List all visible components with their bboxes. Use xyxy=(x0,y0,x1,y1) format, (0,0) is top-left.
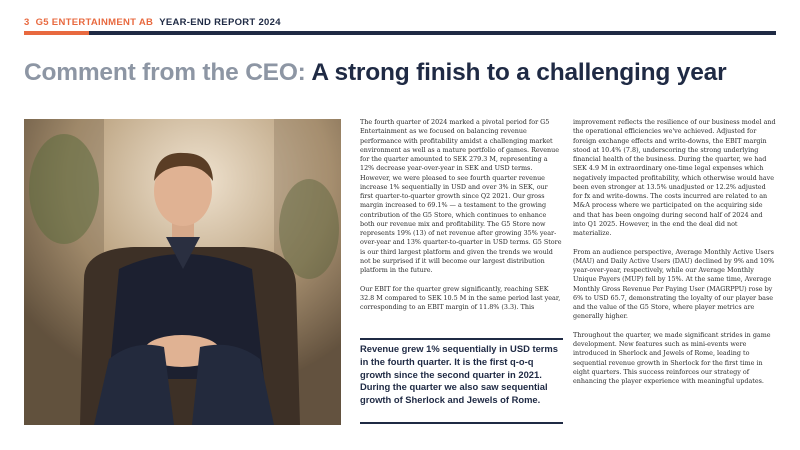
title-main: A strong finish to a challenging year xyxy=(311,59,727,86)
body-paragraph: Throughout the quarter, we made significant strides in game development. New features such as mini-events were introduced in Sherlock and Jewels of Rome, leading to sequential revenue growth in Sherlock for the first time in eight quarters. This success reinforces our strategy of enhancing the player experience with meaningful updates. xyxy=(573,330,771,385)
company-name: G5 ENTERTAINMENT AB xyxy=(35,16,154,28)
ceo-photo xyxy=(24,119,341,425)
body-column-right xyxy=(573,118,776,396)
pull-quote-rule-top xyxy=(360,338,563,340)
report-name: YEAR-END REPORT 2024 xyxy=(159,16,281,28)
body-paragraph: The fourth quarter of 2024 marked a pivotal period for G5 Entertainment as we focused on balancing revenue performance with profitability amidst a challenging market environment as well as a mature portfolio of games. Revenue for the quarter amounted to SEK 279.3 M, representing a 12% decrease year-over-year in SEK and USD terms. However, we were pleased to see fourth quarter revenue increase 1% sequentially in USD and over 3% in SEK, our first quarter-to-quarter growth since Q2 2021. Our gross margin increased to 69.1% — a testament to the growing contribution of the G5 Store, which continues to enhance both our revenue mix and profitability. The G5 Store now represents 19% (13) of net revenue after growing 35% year-over-year and 13% quarter-to-quarter in USD terms. G5 Store is our third largest platform and given the trends we would not be surprised if it will become our largest distribution platform in the future. xyxy=(360,118,562,274)
report-header xyxy=(24,15,281,29)
header-rule-accent xyxy=(24,31,89,35)
pull-quote-text: Revenue grew 1% sequentially in USD terms in the fourth quarter. It is the first q-o-q growth since the second quarter in 2021. During the quarter we also saw sequential growth of Sherlock and Jewels of Rome. xyxy=(360,343,558,406)
body-paragraph: Our EBIT for the quarter grew significantly, reaching SEK 32.8 M compared to SEK 10.5 M in the same period last year, corresponding to an EBIT margin of 11.8% (3.3). This xyxy=(360,284,561,311)
page-number: 3 xyxy=(24,16,30,28)
header-rule xyxy=(89,31,776,35)
body-column-left xyxy=(360,118,562,322)
pull-quote-rule-bottom xyxy=(360,422,563,424)
title-lead: Comment from the CEO: xyxy=(24,59,306,86)
page-title xyxy=(24,57,784,89)
body-paragraph: From an audience perspective, Average Monthly Active Users (MAU) and Daily Active Users (DAU) declined by 9% and 10% year-over-year, respectively, while our Average Monthly Unique Payers (MUP) fell by 15%. At the same time, Average Monthly Gross Revenue Per Paying User (MAGRPPU) rose by 6% to USD 65.7, demonstrating the loyalty of our player base and the value of the G5 Store, where player metrics are generally higher. xyxy=(573,247,775,321)
pull-quote xyxy=(360,338,563,424)
ceo-portrait-illustration xyxy=(24,119,341,425)
body-paragraph: improvement reflects the resilience of our business model and the operational efficiencies we've achieved. Adjusted for foreign exchange effects and write-downs, the EBIT margin stood at 10.4% (7.8), underscoring the strong underlying financial health of the business. During the quarter, we had SEK 4.9 M in extraordinary one-time legal expenses which negatively impacted profitability, which otherwise would have been even stronger at 13.5% unadjusted or 12.2% adjusted for fx and write-downs. The costs incurred are related to an M&A process where we participated on the acquiring side and that has been ongoing during second half of 2024 and into Q1 2025. However, in the end the deal did not materialize. xyxy=(573,118,776,237)
